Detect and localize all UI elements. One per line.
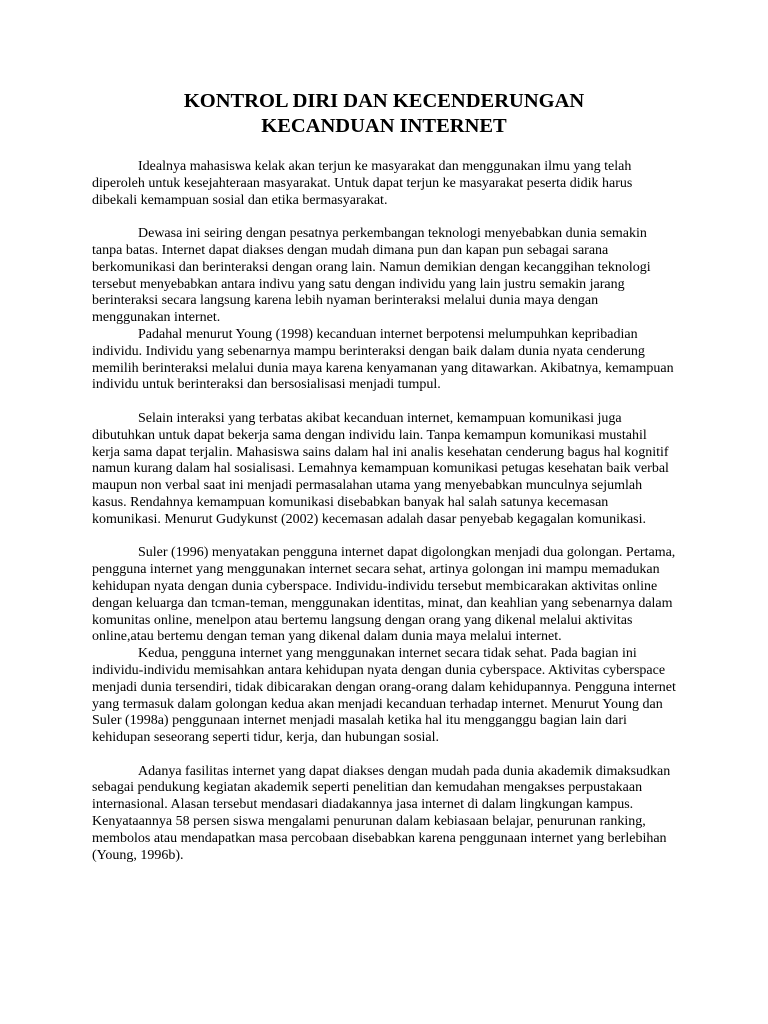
paragraph-3: Padahal menurut Young (1998) kecanduan internet berpotensi melumpuhkan kepribadian individu. Individu yang sebenarnya mampu berinteraksi dengan baik dalam dunia nyata cenderung memilih berinteraksi melalui dunia maya karena kenyamanan yang ditawarkan. Akibatnya, kemampuan individu untuk berinteraksi dan bersosialisasi menjadi tumpul. — [92, 326, 674, 393]
title-line-1: KONTROL DIRI DAN KECENDERUNGAN — [183, 90, 585, 112]
paragraph-spacer — [92, 394, 678, 411]
paragraph-spacer — [92, 209, 678, 226]
document-body — [92, 159, 678, 864]
paragraph-spacer — [92, 747, 678, 764]
paragraph-5: Suler (1996) menyatakan pengguna internet dapat digolongkan menjadi dua golongan. Pertama, pengguna internet yang menggunakan internet secara sehat, artinya golongan ini mampu memadukan kehidupan nyata dengan dunia cyberspace. Individu-individu tersebut membicarakan aktivitas online dengan keluarga dan tcman-teman, menggunakan identitas, minat, dan keahlian yang sebenarnya dalam komunitas online, menelpon atau bertemu langsung dengan orang yang dikenal melalui aktivitas online,atau bertemu dengan teman yang dikenal dalam dunia maya melalui internet. — [92, 545, 676, 645]
paragraph-1: Idealnya mahasiswa kelak akan terjun ke masyarakat dan menggunakan ilmu yang telah diperoleh untuk kesejahteraan masyarakat. Untuk dapat terjun ke masyarakat peserta didik harus dibekali kemampuan sosial dan etika bermasyarakat. — [92, 159, 633, 208]
document-title — [0, 89, 768, 139]
paragraph-spacer — [92, 529, 678, 546]
title-line-2: KECANDUAN INTERNET — [261, 115, 507, 137]
paragraph-7: Adanya fasilitas internet yang dapat diakses dengan mudah pada dunia akademik dimaksudkan sebagai pendukung kegiatan akademik seperti penelitian dan kemudahan mengakses perpustakaan internasional. Alasan tersebut mendasari diadakannya jasa internet di dalam lingkungan kampus. Kenyataannya 58 persen siswa mengalami penurunan dalam kebiasaan belajar, penurunan ranking, membolos atau mendapatkan masa percobaan disebabkan karena penggunaan internet yang berlebihan (Young, 1996b). — [92, 763, 671, 863]
paragraph-4: Selain interaksi yang terbatas akibat kecanduan internet, kemampuan komunikasi juga dibutuhkan untuk dapat bekerja sama dengan individu lain. Tanpa kemampun komunikasi mustahil kerja sama dapat terjalin. Mahasiswa sains dalam hal ini analis kesehatan cenderung bagus hal kognitif namun kurang dalam hal sosialisasi. Lemahnya kemampuan komunikasi petugas kesehatan baik verbal maupun non verbal saat ini menjadi permasalahan utama yang menyebabkan munculnya sejumlah kasus. Rendahnya kemampuan komunikasi disebabkan banyak hal salah satunya kecemasan komunikasi. Menurut Gudykunst (2002) kecemasan adalah dasar penyebab kegagalan komunikasi. — [92, 410, 669, 527]
paragraph-6: Kedua, pengguna internet yang menggunakan internet secara tidak sehat. Pada bagian ini individu-individu memisahkan antara kehidupan nyata dengan dunia cyberspace. Aktivitas cyberspace menjadi dunia tersendiri, tidak dibicarakan dengan orang-orang dalam kehidupannya. Pengguna internet yang termasuk dalam golongan kedua akan menjadi kecanduan terhadap internet. Menurut Young dan Suler (1998a) penggunaan internet menjadi masalah ketika hal itu mengganggu bagian lain dari kehidupan seseorang seperti tidur, kerja, dan hubungan sosial. — [92, 646, 676, 746]
paragraph-2: Dewasa ini seiring dengan pesatnya perkembangan teknologi menyebabkan dunia semakin tanpa batas. Internet dapat diakses dengan mudah dimana pun dan kapan pun sebagai sarana berkomunikasi dan berinteraksi dengan orang lain. Namun demikian dengan kecanggihan teknologi tersebut menyebabkan antara indivu yang satu dengan individu yang lain justru semakin jarang berinteraksi secara langsung karena lebih nyaman berinteraksi melalui dunia maya dengan menggunakan internet. — [92, 226, 651, 326]
